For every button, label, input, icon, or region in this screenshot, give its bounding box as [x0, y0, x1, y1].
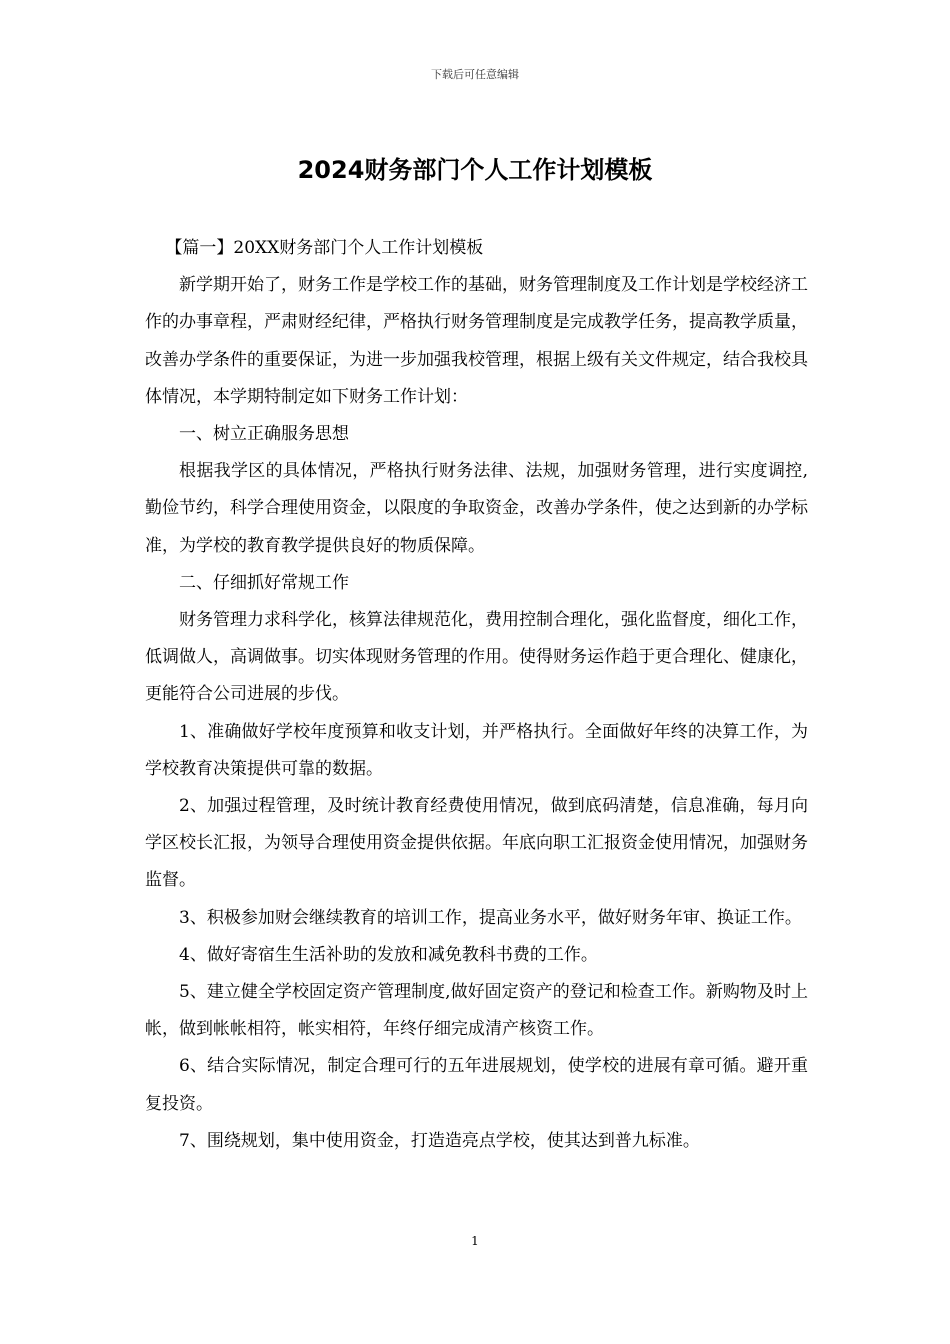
list-item-7: 7、围绕规划，集中使用资金，打造造亮点学校，使其达到普九标准。 — [179, 1130, 700, 1151]
heading-1: 一、树立正确服务思想 — [179, 424, 349, 445]
document-body — [145, 230, 808, 1160]
list-item-5: 5、建立健全学校固定资产管理制度,做好固定资产的登记和检查工作。新购物及时上帐，做到帐帐相符，帐实相符，年终仔细完成清产核资工作。 — [145, 982, 808, 1040]
heading-2: 二、仔细抓好常规工作 — [179, 572, 349, 593]
intro-paragraph: 新学期开始了，财务工作是学校工作的基础，财务管理制度及工作计划是学校经济工作的办事章程，严肃财经纪律，严格执行财务管理制度是完成教学任务，提高教学质量，改善办学条件的重要保证，为进一步加强我校管理，根据上级有关文件规定，结合我校具体情况，本学期特制定如下财务工作计划： — [145, 275, 808, 407]
paragraph-1: 根据我学区的具体情况，严格执行财务法律、法规，加强财务管理，进行实度调控,勤俭节约，科学合理使用资金，以限度的争取资金，改善办学条件，使之达到新的办学标准，为学校的教育教学提供良好的物质保障。 — [145, 461, 808, 556]
list-item-6: 6、结合实际情况，制定合理可行的五年进展规划，使学校的进展有章可循。避开重复投资。 — [145, 1056, 808, 1114]
section-label: 【篇一】20XX财务部门个人工作计划模板 — [165, 238, 484, 258]
list-item-3: 3、积极参加财会继续教育的培训工作，提高业务水平，做好财务年审、换证工作。 — [179, 907, 802, 928]
list-item-2: 2、加强过程管理，及时统计教育经费使用情况，做到底码清楚，信息准确，每月向学区校长汇报，为领导合理使用资金提供依据。年底向职工汇报资金使用情况，加强财务监督。 — [145, 796, 808, 891]
header-note: 下载后可任意编辑 — [431, 68, 519, 81]
list-item-4: 4、做好寄宿生生活补助的发放和减免教科书费的工作。 — [179, 944, 598, 965]
paragraph-2: 财务管理力求科学化，核算法律规范化，费用控制合理化，强化监督度，细化工作，低调做人，高调做事。切实体现财务管理的作用。使得财务运作趋于更合理化、健康化，更能符合公司进展的步伐。 — [145, 610, 808, 705]
list-item-1: 1、准确做好学校年度预算和收支计划，并严格执行。全面做好年终的决算工作，为学校教育决策提供可靠的数据。 — [145, 721, 808, 779]
page-number: 1 — [471, 1234, 479, 1248]
document-title: 2024财务部门个人工作计划模板 — [297, 156, 653, 184]
